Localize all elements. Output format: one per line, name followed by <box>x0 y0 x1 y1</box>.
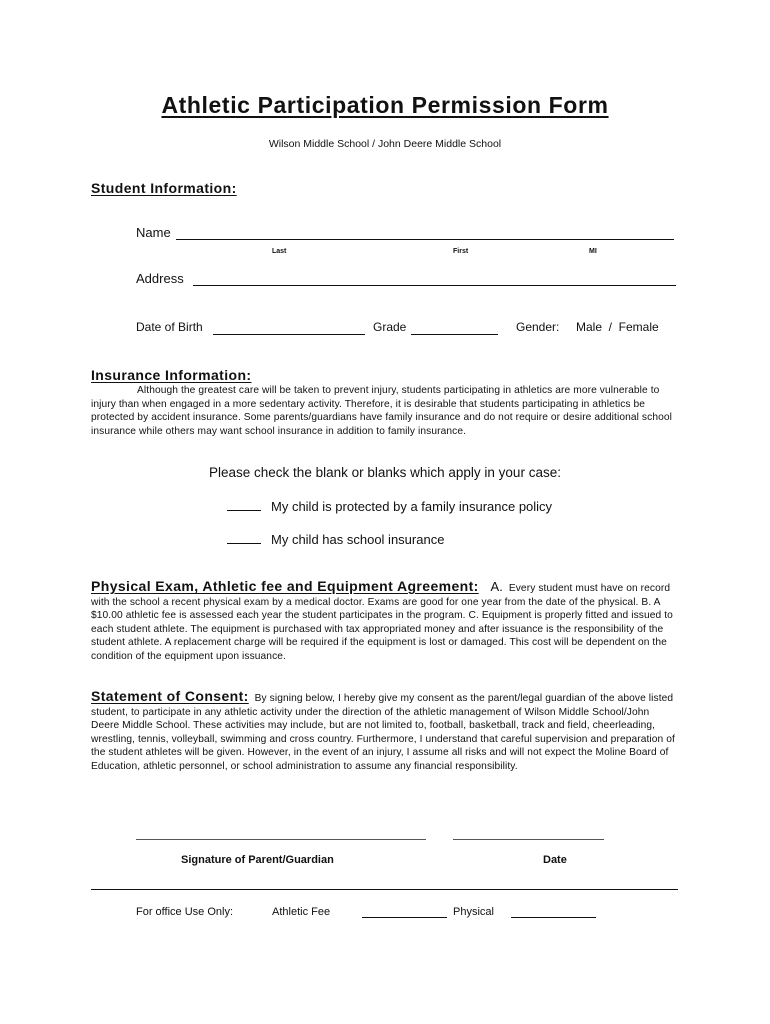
grade-field[interactable] <box>411 320 498 335</box>
family-insurance-option <box>227 498 552 514</box>
gender-options[interactable]: Male / Female <box>576 320 659 334</box>
dob-field[interactable] <box>213 320 365 335</box>
school-subtitle: Wilson Middle School / John Deere Middle School <box>268 138 502 150</box>
date-line[interactable] <box>453 838 604 840</box>
page-title: Athletic Participation Permission Form <box>161 92 609 118</box>
physical-office-label: Physical <box>453 906 494 918</box>
insurance-instruction: Please check the blank or blanks which apply in your case: <box>209 465 561 480</box>
athletic-fee-field[interactable] <box>362 904 447 918</box>
student-info-heading: Student Information: <box>91 180 237 196</box>
parent-signature-line[interactable] <box>136 838 426 840</box>
consent-paragraph: By signing below, I hereby give my consent as the parent/legal guardian of the above listed student, to participate in any athletic activity under the direction of the athletic management of Wilson Middle School/John Deere Middle School. These activities may include, but are not limited to, football, basketball, track and field, cheerleading, wrestling, tennis, volleyball, swimming and cross country. Furthermore, I understand that careful supervision and preparation of the student athletes will be given. However, in the event of an injury, I assume all risks and will not expect the Moline Board of Education, athletic personnel, or school administration to assume any financial responsibility. <box>91 693 675 772</box>
last-name-caption: Last <box>272 248 287 255</box>
grade-label: Grade <box>373 320 407 334</box>
office-divider <box>91 889 678 890</box>
date-label: Date <box>543 854 567 866</box>
insurance-paragraph: Although the greatest care will be taken to prevent injury, students participating in athletics are more vulnerable to injury than when engaged in a more sedentary activity. Therefore, it is desirable that students participating in athletics be protected by accident insurance. Some parents/guardians have family insurance and do not require or desire additional school insurance while others may want school insurance in addition to family insurance. <box>91 385 672 437</box>
athletic-fee-label: Athletic Fee <box>272 906 331 918</box>
consent-section <box>91 690 679 774</box>
name-field[interactable] <box>176 225 674 240</box>
gender-label: Gender: <box>516 320 560 334</box>
physical-section <box>91 580 679 664</box>
physical-marker: A. <box>490 579 503 594</box>
school-insurance-option <box>227 531 444 547</box>
address-field[interactable] <box>193 271 676 286</box>
family-insurance-checkbox[interactable] <box>227 498 261 511</box>
school-insurance-label: My child has school insurance <box>271 532 445 547</box>
first-name-caption: First <box>453 248 469 255</box>
middle-initial-caption: MI <box>589 248 597 255</box>
address-label: Address <box>136 271 184 286</box>
parent-signature-label: Signature of Parent/Guardian <box>181 854 334 866</box>
family-insurance-label: My child is protected by a family insurance policy <box>271 499 553 514</box>
school-insurance-checkbox[interactable] <box>227 531 261 544</box>
consent-heading: Statement of Consent: <box>91 688 249 704</box>
insurance-heading: Insurance Information: <box>91 367 252 383</box>
office-use-label: For office Use Only: <box>136 906 233 918</box>
physical-office-field[interactable] <box>511 904 596 918</box>
physical-heading: Physical Exam, Athletic fee and Equipment Agreement: <box>91 578 479 594</box>
physical-paragraph: Every student must have on record with the school a recent physical exam by a medical doctor. Exams are good for one year from the date of the physical. B. A $10.00 athletic fee is assessed each year the student participates in the program. C. Equipment is properly fitted and issued to each student athlete. The equipment is purchased with tax appropriated money and after issuance is the responsibility of the student athlete. A replacement charge will be required if the equipment is lost or damaged. This cost will be dependent on the condition of the equipment upon issuance. <box>91 583 673 662</box>
dob-label: Date of Birth <box>136 320 203 334</box>
name-label: Name <box>136 225 171 240</box>
